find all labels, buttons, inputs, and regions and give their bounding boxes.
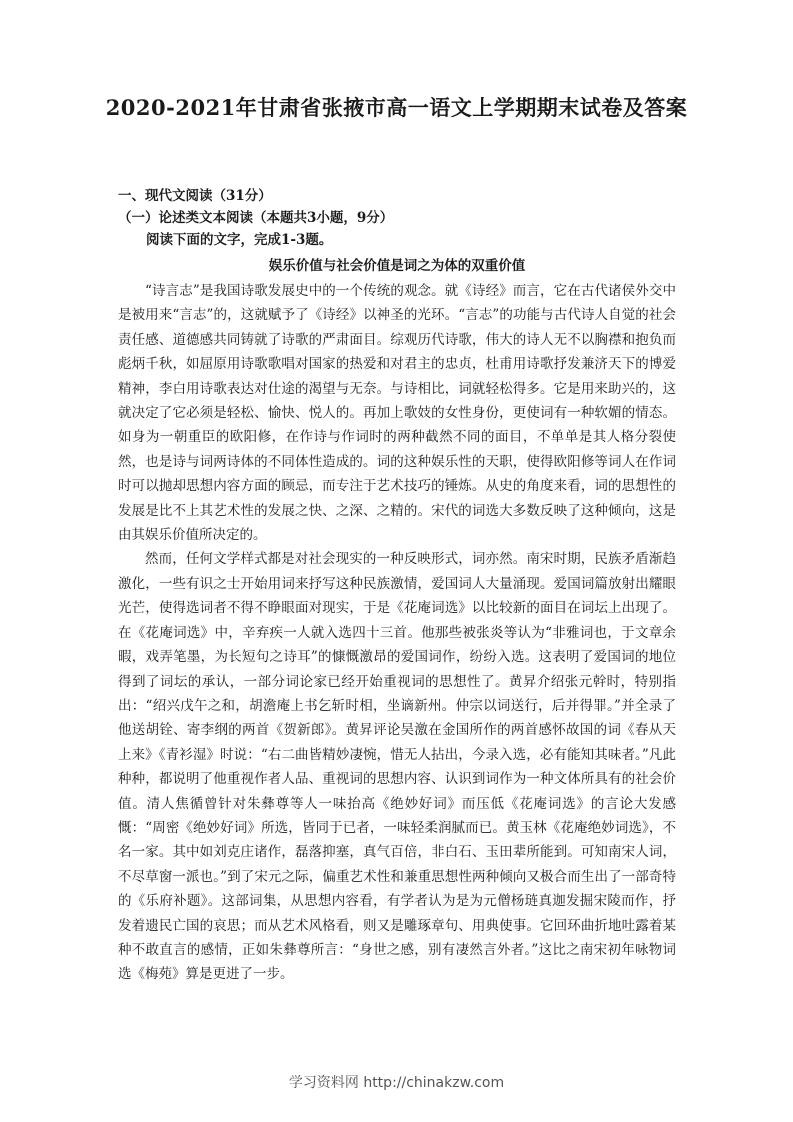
reading-instruction: 阅读下面的文字，完成1-3题。 (146, 232, 333, 248)
site-footer: 学习资料网 http://chinakzw.com (288, 1075, 505, 1091)
subsection-heading: （一）论述类文本阅读（本题共3小题，9分） (118, 210, 394, 226)
article-paragraph-1: “诗言志”是我国诗歌发展史中的一个传统的观念。就《诗经》而言，它在古代诸侯外交中是被用来“言志”的，这就赋予了《诗经》以神圣的光环。“言志”的功能与古代诗人自觉的社会责任感、道德感共同铸就了诗歌的严肃面目。综观历代诗歌，伟大的诗人无不以胸襟和抱负而彪炳千秋，如屈原用诗歌歌唱对国家的热爱和对君主的忠贞，杜甫用诗歌抒发兼济天下的博爱精神，李白用诗歌表达对仕途的渴望与无奈。与诗相比，词就轻松得多。它是用来助兴的，这就决定了它必须是轻松、愉快、悦人的。再加上歌妓的女性身份，更使词有一种软媚的情态。如身为一朝重臣的欧阳修，在作诗与作词时的两种截然不同的面目，不单单是其人格分裂使然，也是诗与词两诗体的不同体性造成的。词的这种娱乐性的天职，使得欧阳修等词人在作词时可以抛却思想内容方面的顾忌，而专注于艺术技巧的锤炼。从史的角度来看，词的思想性的发展是比不上其艺术性的发展之快、之深、之精的。宋代的词选大多数反映了这种倾向，这是由其娱乐价值所决定的。 (118, 283, 676, 544)
section-heading: 一、现代文阅读（31分） (118, 188, 272, 204)
document-body (118, 185, 676, 987)
article-paragraph-2: 然而，任何文学样式都是对社会现实的一种反映形式，词亦然。南宋时期，民族矛盾渐趋激化，一些有识之士开始用词来抒写这种民族激情，爱国词人大量涌现。爱国词篇放射出耀眼光芒，使得选词者不得不睁眼面对现实，于是《花庵词选》以比较新的面目在词坛上出现了。在《花庵词选》中，辛弃疾一人就入选四十三首。他那些被张炎等认为“非雅词也，于文章余暇，戏弄笔墨，为长短句之诗耳”的慷慨激昂的爱国词作，纷纷入选。这表明了爱国词的地位得到了词坛的承认，一部分词论家已经开始重视词的思想性了。黄昇介绍张元幹时，特别指出：“绍兴戊午之和，胡澹庵上书乞斩时相，坐谪新州。仲宗以词送行，后并得罪。”并全录了他送胡铨、寄李纲的两首《贺新郎》。黄昇评论吴激在金国所作的两首感怀故国的词《春从天上来》《青衫湿》时说：“右二曲皆精妙凄惋，惜无人拈出，今录入选，必有能知其味者。”凡此种种，都说明了他重视作者人品、重视词的思想内容、认识到词作为一种文体所具有的社会价值。清人焦循曾针对朱彝尊等人一味抬高《绝妙好词》而压低《花庵词选》的言论大发感慨：“周密《绝妙好词》所选，皆同于已者，一味轻柔润腻而已。黄玉林《花庵绝妙词选》，不名一家。其中如刘克庄诸作，磊落抑塞，真气百倍，非白石、玉田辈所能到。可知南宋人词，不尽草窗一派也。”到了宋元之际，偏重艺术性和兼重思想性两种倾向又极合而生出了一部奇特的《乐府补题》。这部词集，从思想内容看，有学者认为是为元僧杨琏真迦发掘宋陵而作，抒发着遗民亡国的哀思；而从艺术风格看，则又是雕琢章句、用典使事。它回环曲折地吐露着某种不敢直言的感情，正如朱彝尊所言：“身世之感，别有凄然言外者。”这比之南宋初年咏物词选《梅苑》算是更进了一步。 (118, 551, 676, 983)
document-title: 2020-2021年甘肃省张掖市高一语文上学期期末试卷及答案 (105, 95, 688, 120)
article-title: 娱乐价值与社会价值是词之为体的双重价值 (268, 258, 526, 274)
